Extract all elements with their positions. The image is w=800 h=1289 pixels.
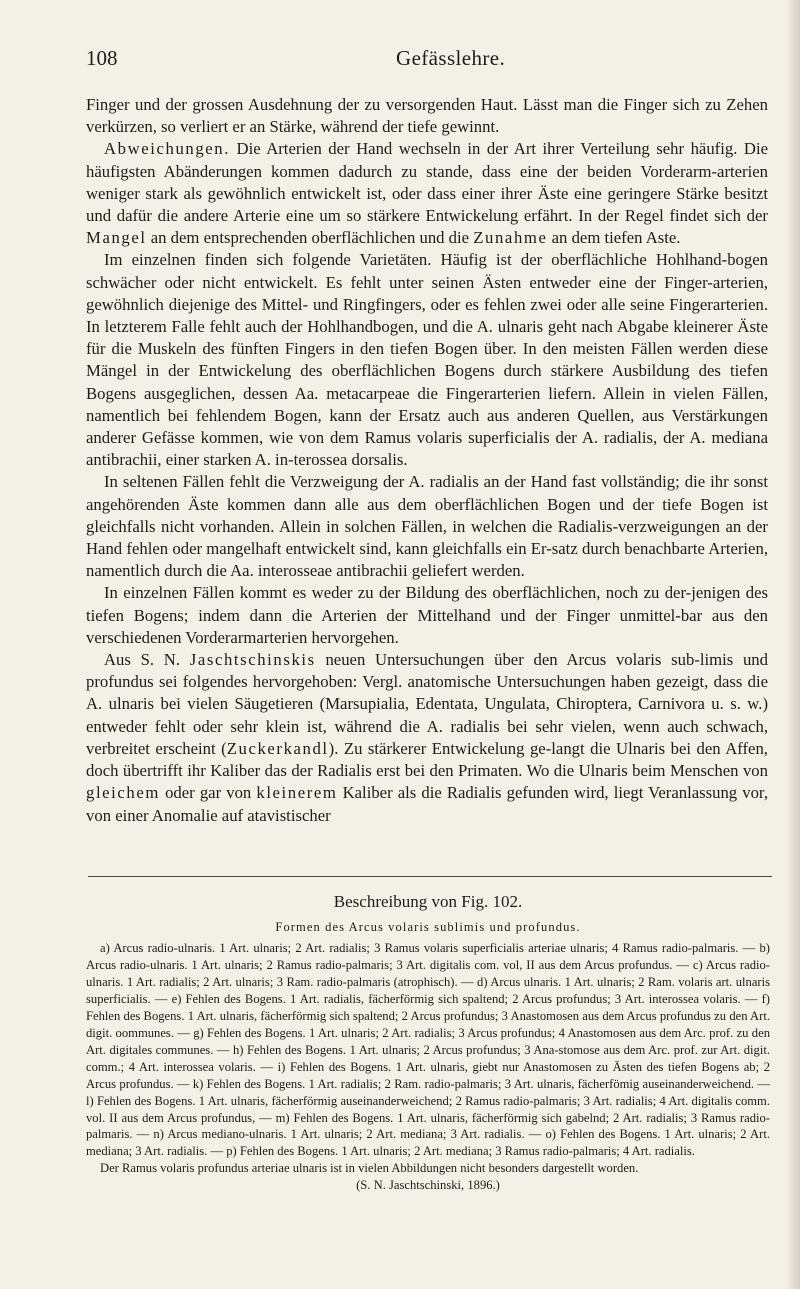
- page-header: [86, 46, 776, 76]
- text-run: Die Arterien der Hand wechseln in der Art ihrer Verteilung sehr häufig. Die häufigsten Abänderungen kommen dadurch zu stande, dass eine der beiden Vorderarm-arterien weniger stark als gewöhnlich entwickelt ist, oder dass einer ihrer Äste eine geringere Stärke besitzt und dafür die andere Arterie eine um so stärkere Entwickelung erfährt. In der Regel findet sich der: [86, 139, 768, 226]
- paragraph-abweichungen: [86, 138, 768, 249]
- separator-rule: [88, 876, 772, 877]
- paragraph-radialis: In seltenen Fällen fehlt die Verzweigung der A. radialis an der Hand fast vollständig; die ihr sonst angehörenden Äste kommen dann alle aus dem oberflächlichen Bogen und der tiefe Bogen ist gleichfalls nicht vorhanden. Allein in solchen Fällen, in welchen die Radialis-verzweigungen an der Hand fehlen oder mangelhaft entwickelt sind, kann gleichfalls ein Er-satz durch benachbarte Arterien, namentlich durch die Aa. interosseae antibrachii geliefert werden.: [86, 472, 768, 581]
- emphasis-zunahme: Zunahme: [473, 228, 548, 248]
- emphasis-kleinerem: kleinerem: [256, 783, 338, 803]
- text-run: neuen Untersuchungen über den Arcus volaris sub-limis und profundus sei folgendes hervorgehoben: Vergl. anatomische Untersuchungen haben gezeigt, dass die A. ulnaris bei vielen Säugetieren (Marsupialia, Edentata, Ungulata, Chiroptera, Carnivora u. s. w.) entweder fehlt oder sehr klein ist, während die A. radialis bei sehr vielen, wenn auch schwach, verbreitet erscheint (: [86, 650, 768, 758]
- text-run: an dem entsprechenden oberflächlichen und die: [146, 228, 474, 248]
- legend-text: a) Arcus radio-ulnaris. 1 Art. ulnaris; 2 Art. radialis; 3 Ramus volaris superficialis arteriae ulnaris; 4 Ramus radio-palmaris. — b) Arcus radio-ulnaris. 1 Art. ulnaris; 2 Ramus radio-palmaris; 3 Art. digitalis com. vol, II aus dem Arcus profundus. — c) Arcus radio-ulnaris. 1 Art. radialis; 2 Art. ulnaris; 3 Ram. radio-palmaris (atrophisch). — d) Arcus ulnaris. 1 Art. ulnaris; 2 Ram. volaris art. ulnaris superficialis. — e) Fehlen des Bogens. 1 Art. radialis, fächerförmig sich spaltend; 2 Arcus profundus; 3 Art. interossea volaris. — f) Fehlen des Bogens. 1 Art. ulnaris, fächerförmig sich spaltend; 2 Arcus profundus; 3 Anastomosen aus dem Arcus profundus zu den Art. digit. oommunes. — g) Fehlen des Bogens. 1 Art. ulnaris; 2 Art. radialis; 3 Arcus profundus; 4 Anastomosen aus dem Arc. prof. zu den Art. digitales communes. — h) Fehlen des Bogens. 1 Art. ulnaris; 2 Arcus profundus; 3 Ana-stomose aus dem Arc. prof. zur Art. digit. comm.; 4 Art. interossea volaris. — i) Fehlen des Bogens. 1 Art. ulnaris, giebt nur Anastomosen zu Ästen des tiefen Bogens ab; 2 Arcus profundus. — k) Fehlen des Bogens. 1 Art. radialis; 2 Ram. radio-palmaris; 3 Art. ulnaris, fächerfömig auseinanderweichend. — l) Fehlen des Bogens. 1 Art. ulnaris, fächerförmig auseinanderweichend; 2 Ramus radio-palmaris; 3 Art. radialis; 4 Art. digitalis comm. vol. II aus dem Arcus profundus, — m) Fehlen des Bogens. 1 Art. ulnaris, fächerförmig sich gabelnd; 2 Art. radialis; 3 Ramus radio-palmaris. — n) Arcus mediano-ulnaris. 1 Art. ulnaris; 2 Art. mediana; 3 Art. radialis. — o) Fehlen des Bogens. 1 Art. ulnaris; 2 Art. mediana; 3 Art. radialis. — p) Fehlen des Bogens. 1 Art. ulnaris; 2 Art. mediana; 3 Ramus radio-palmaris; 4 Art. radialis.: [86, 941, 770, 1159]
- text-run: Aus S. N.: [104, 650, 190, 670]
- legend-note: Der Ramus volaris profundus arteriae ulnaris ist in vielen Abbildungen nicht besonders dargestellt worden.: [100, 1161, 639, 1176]
- paragraph-varietaeten: Im einzelnen finden sich folgende Varietäten. Häufig ist der oberflächliche Hohlhand-bogen schwächer oder nicht entwickelt. Es fehlt unter seinen Ästen entweder eine der Finger-arterien, gewöhnlich diejenige des Mittel- und Ringfingers, oder es fehlen zwei oder alle seine Fingerarterien. In letzterem Falle fehlt auch der Hohlhandbogen, und die A. ulnaris geht nach Abgabe kleinerer Äste für die Muskeln des fünften Fingers in den tiefen Bogen über. In den meisten Fällen werden diese Mängel in der Entwickelung des oberflächlichen Bogens durch stärkere Ausbildung des tiefen Bogens ausgeglichen, dessen Aa. metacarpeae die Fingerarterien liefern. Allein in vielen Fällen, namentlich bei fehlendem Bogen, kann der Ersatz auch aus anderen Quellen, aus Verstärkungen anderer Gefässe kommen, wie von dem Ramus volaris superficialis der A. radialis, der A. mediana antibrachii, einer starken A. in-terossea dorsalis.: [86, 250, 768, 470]
- page-number: 108: [86, 46, 118, 70]
- emphasis-mangel: Mangel: [86, 228, 147, 248]
- emphasis-gleichem: gleichem: [86, 783, 160, 803]
- running-title: Gefässlehre.: [396, 46, 506, 70]
- figure-legend: [86, 940, 770, 1194]
- author-name: Jaschtschinskis: [189, 650, 316, 670]
- figure-caption-title: Beschreibung von Fig. 102.: [333, 892, 523, 911]
- figure-forms-title: Formen des Arcus volaris sublimis und profundus.: [275, 920, 581, 934]
- page-edge-shadow: [786, 0, 800, 1289]
- main-text: [86, 94, 768, 827]
- text-run: ). Zu stärkerer Entwickelung ge-langt die Ulnaris bei den Affen, doch übertrifft ihr Kaliber das der Radialis erst bei den Primaten. Wo die Ulnaris beim Menschen von: [86, 738, 768, 781]
- legend-credit: (S. N. Jaschtschinski, 1896.): [356, 1178, 500, 1193]
- paragraph-1: Finger und der grossen Ausdehnung der zu versorgenden Haut. Lässt man die Finger sich zu Zehen verkürzen, so verliert er an Stärke, während der tiefe gewinnt.: [86, 95, 768, 137]
- text-run: an dem tiefen Aste.: [547, 228, 681, 248]
- author-zuckerkandl: Zuckerkandl: [226, 738, 329, 758]
- paragraph-bogen: In einzelnen Fällen kommt es weder zu der Bildung des oberflächlichen, noch zu der-jenigen des tiefen Bogens; indem dann die Arterien der Mittelhand und der Finger unmittel-bar aus den verschiedenen Vorderarmarterien hervorgehen.: [86, 583, 768, 647]
- text-run: oder gar von: [159, 783, 257, 803]
- section-lead: Abweichungen.: [104, 139, 230, 159]
- paragraph-jaschtschinski: [86, 649, 768, 827]
- text-run: Kaliber als die Radialis gefunden wird, liegt Veranlassung vor, von einer Anomalie auf atavistischer: [86, 783, 768, 825]
